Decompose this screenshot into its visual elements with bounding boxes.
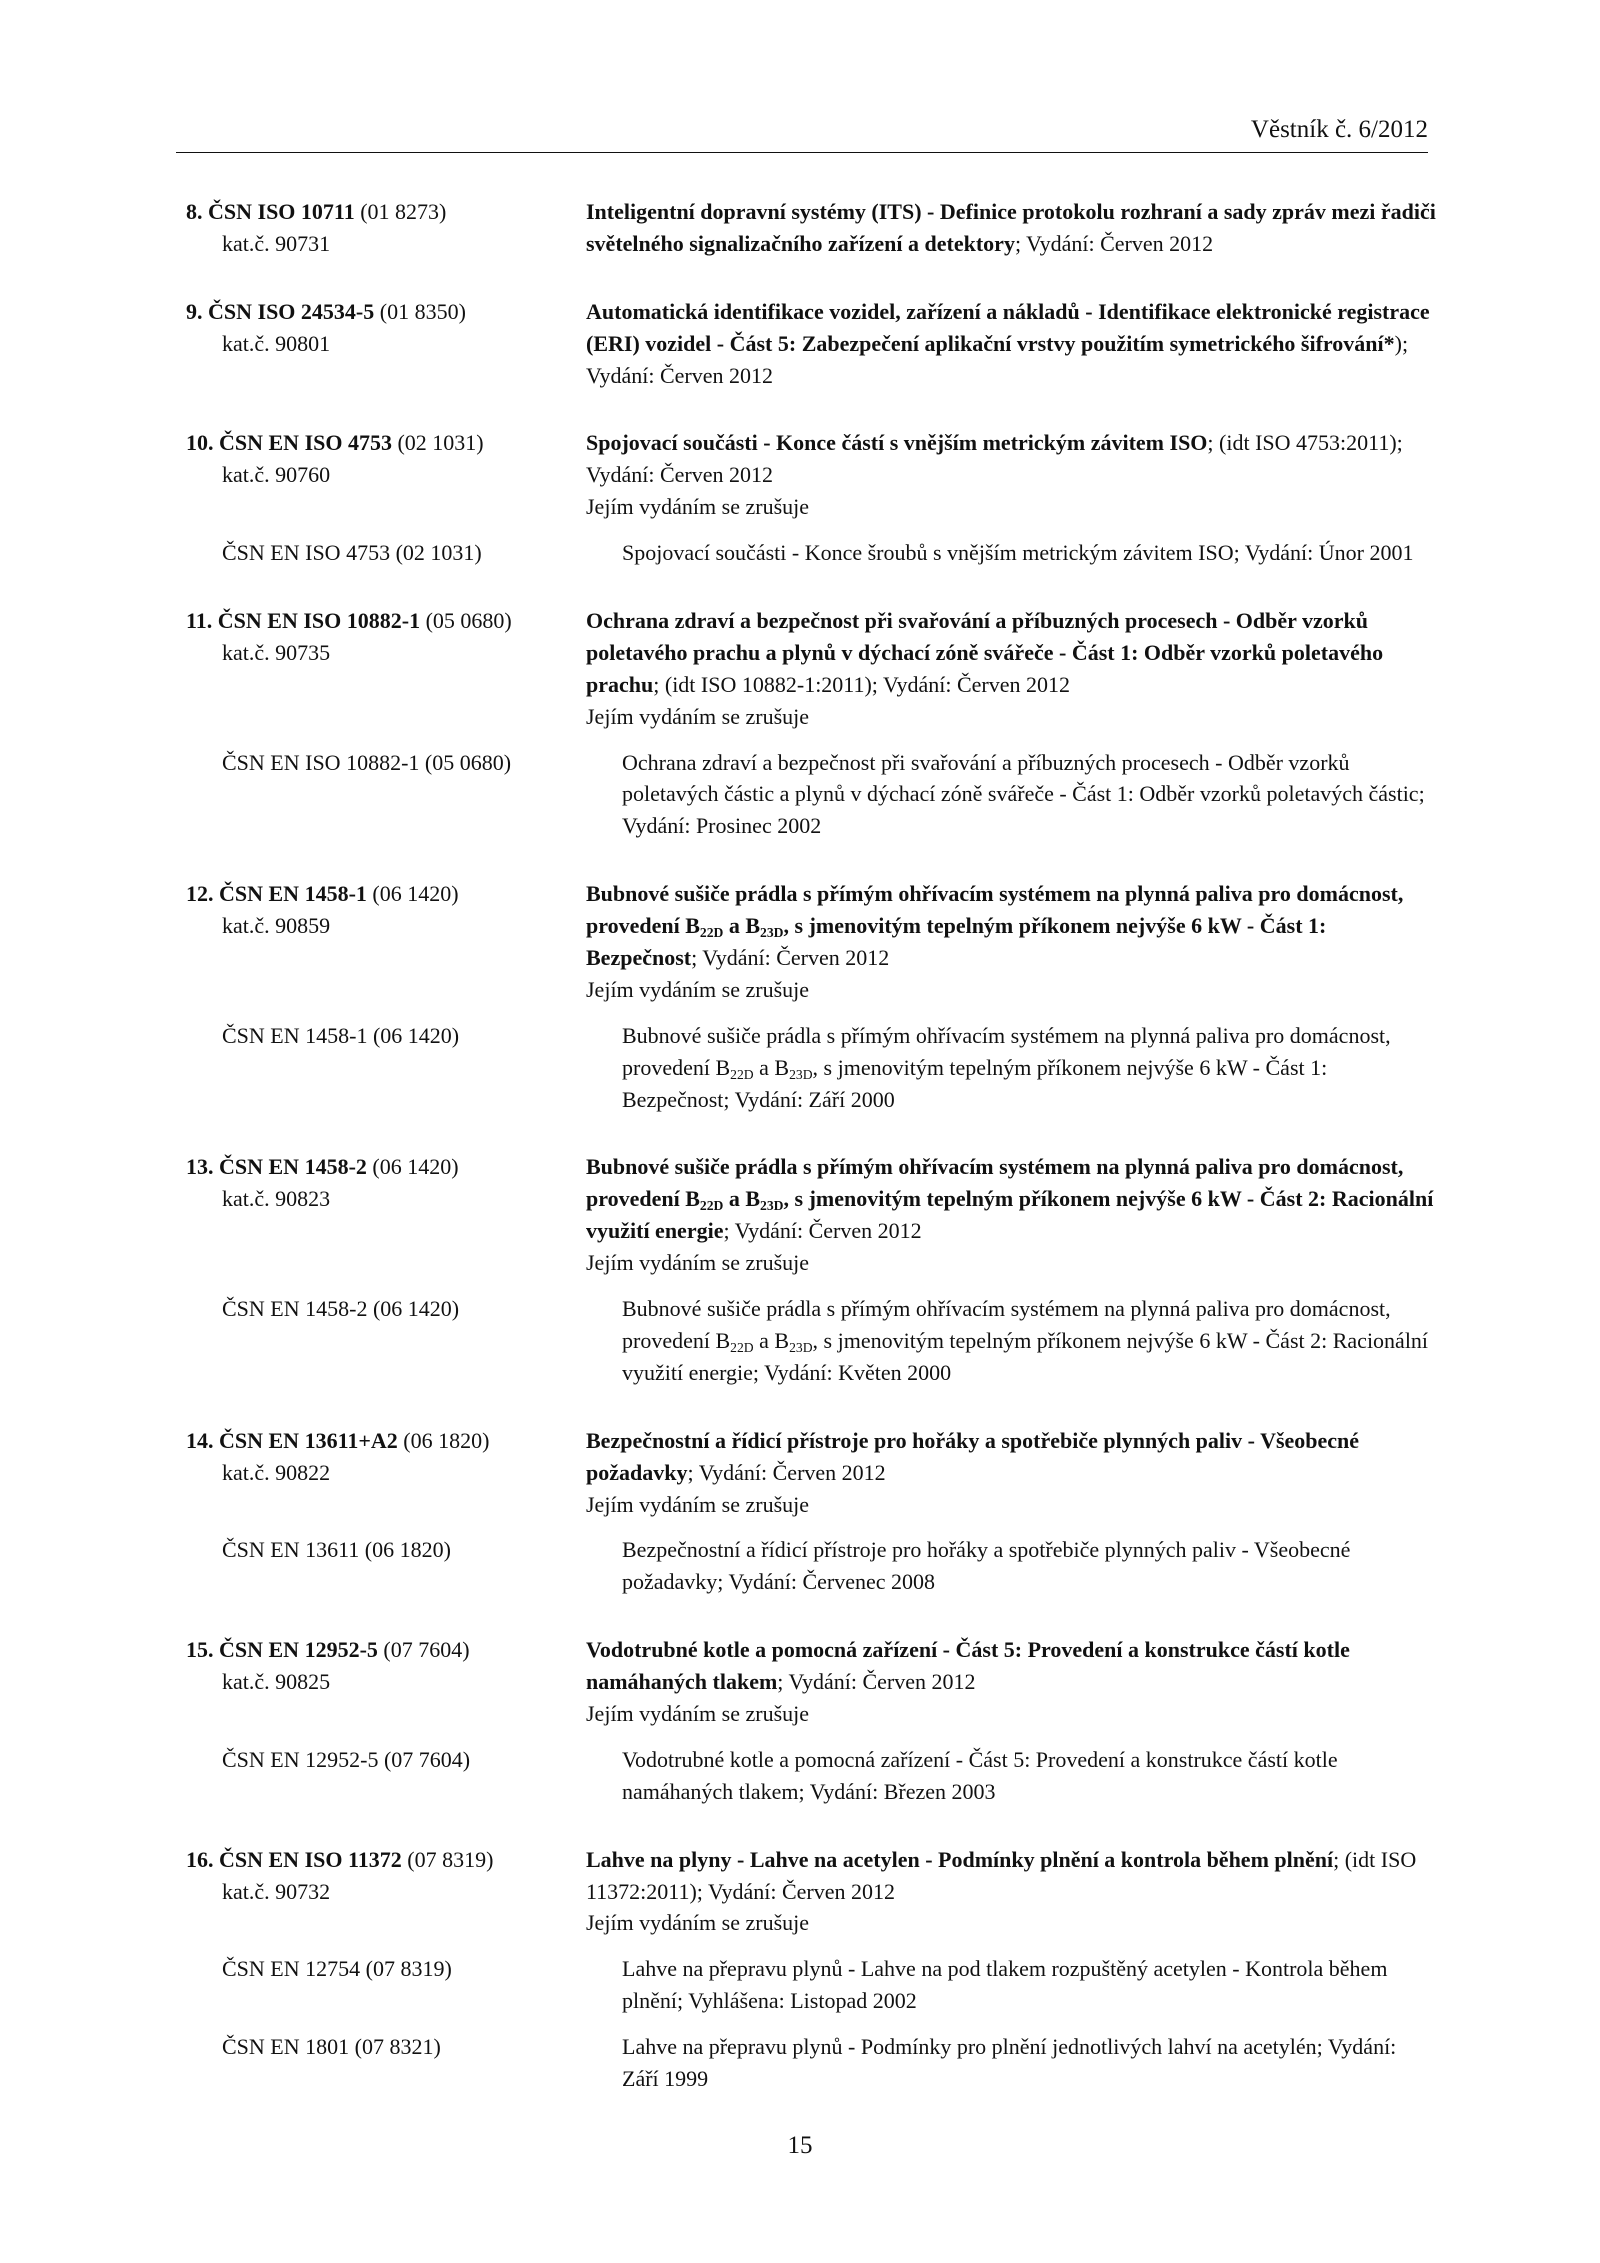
replaced-code: ČSN EN 1458-1 (06 1420): [222, 1022, 460, 1048]
class-number: (02 1031): [397, 430, 484, 456]
standards-list: [186, 196, 1436, 2131]
standard-code-line: [186, 1634, 586, 1666]
standard-entry: [186, 1425, 1436, 1598]
standard-code: ČSN EN ISO 10882-1: [217, 608, 421, 634]
cancellation-note: Jejím vydáním se zrušuje: [586, 703, 810, 729]
class-number: (06 1420): [372, 1154, 459, 1180]
replaced-standard: [186, 1953, 1436, 2017]
standard-entry: [186, 605, 1436, 842]
entry-number: 13.: [186, 1154, 214, 1180]
standard-description: [586, 1151, 1436, 1279]
issue-info: ; (idt ISO 10882-1:2011); Vydání: Červen 2012: [653, 671, 1070, 697]
standard-title: Spojovací součásti - Konce částí s vnějším metrickým závitem ISO: [586, 430, 1208, 456]
standard-title: Ochrana zdraví a bezpečnost při svařování a příbuzných procesech - Odběr vzorků poletavého prachu a plynů v dýchací zóně svářeče - Část 1: Odběr vzorků poletavého prachu: [586, 608, 1384, 697]
text-part: a B: [753, 1054, 790, 1080]
catalog-number: kat.č. 90825: [222, 1669, 331, 1695]
standard-entry: [186, 1634, 1436, 1807]
class-number: (06 1820): [403, 1427, 490, 1453]
standard-code: ČSN EN 1458-2: [219, 1154, 367, 1180]
standard-description: [586, 878, 1436, 1006]
standard-code: ČSN EN 1458-1: [219, 881, 367, 907]
standard-entry: [186, 427, 1436, 569]
text-part: Bubnové sušiče prádla s přímým ohřívacím systémem na plynná paliva pro domácnost, provedení B: [622, 1022, 1391, 1080]
replaced-code: ČSN EN 13611 (06 1820): [222, 1537, 451, 1563]
standard-code: ČSN ISO 10711: [208, 199, 355, 224]
replaced-code: ČSN EN ISO 4753 (02 1031): [222, 540, 482, 566]
standard-description: [586, 296, 1436, 392]
standard-entry: [186, 296, 1436, 392]
catalog-number: kat.č. 90859: [222, 913, 331, 939]
standard-description: [586, 1425, 1436, 1521]
issue-info: ; Vydání: Červen 2012: [723, 1218, 922, 1244]
standard-description: [586, 605, 1436, 733]
standard-code-line: [186, 605, 586, 637]
entry-number: 16.: [186, 1846, 214, 1872]
standard-title: Vodotrubné kotle a pomocná zařízení - Část 5: Provedení a konstrukce částí kotle namáhaných tlakem: [586, 1637, 1350, 1695]
title-part: , s jmenovitým tepelným příkonem nejvýše 6 kW - Část 1: Bezpečnost: [586, 913, 1327, 971]
title-part: Bubnové sušiče prádla s přímým ohřívacím systémem na plynná paliva pro domácnost, provedení B: [586, 881, 1404, 939]
catalog-number: kat.č. 90735: [222, 639, 331, 665]
replaced-standard: [186, 1020, 1436, 1116]
issue-info: ; Vydání: Červen 2012: [687, 1459, 886, 1485]
standard-code-line: [186, 1151, 586, 1183]
replaced-description: Lahve na přepravu plynů - Lahve na pod tlakem rozpuštěný acetylen - Kontrola během plnění; Vyhlášena: Listopad 2002: [622, 1956, 1388, 2014]
catalog-number: kat.č. 90732: [222, 1878, 331, 1904]
issue-info: ; Vydání: Červen 2012: [1014, 230, 1214, 256]
text-part: , s jmenovitým tepelným příkonem nejvýše 6 kW - Část 1: Bezpečnost; Vydání: Září 2000: [622, 1054, 1328, 1112]
subscript: 23D: [760, 1198, 784, 1214]
standard-description: [586, 1634, 1436, 1730]
entry-number: 14.: [186, 1427, 214, 1453]
standard-title: Inteligentní dopravní systémy (ITS) - Definice protokolu rozhraní a sady zpráv mezi řadiči světelného signalizačního zařízení a detektory: [586, 199, 1436, 256]
replaced-description: Bezpečnostní a řídicí přístroje pro hořáky a spotřebiče plynných paliv - Všeobecné požadavky; Vydání: Červenec 2008: [622, 1537, 1351, 1595]
class-number: (05 0680): [425, 608, 512, 634]
entry-number: 10.: [186, 430, 214, 456]
title-part: a B: [723, 913, 761, 939]
class-number: (01 8273): [360, 199, 447, 224]
standard-title: Bezpečnostní a řídicí přístroje pro hořáky a spotřebiče plynných paliv - Všeobecné požadavky: [586, 1427, 1360, 1485]
replaced-description: Spojovací součásti - Konce šroubů s vnějším metrickým závitem ISO; Vydání: Únor 2001: [622, 540, 1414, 566]
text-part: Bubnové sušiče prádla s přímým ohřívacím systémem na plynná paliva pro domácnost, provedení B: [622, 1296, 1391, 1353]
standard-description: [586, 196, 1436, 260]
cancellation-note: Jejím vydáním se zrušuje: [586, 976, 810, 1002]
class-number: (07 7604): [383, 1637, 470, 1663]
entry-number: 15.: [186, 1637, 214, 1663]
replaced-description: Vodotrubné kotle a pomocná zařízení - Část 5: Provedení a konstrukce částí kotle namáhaných tlakem; Vydání: Březen 2003: [622, 1746, 1338, 1804]
standard-code: ČSN EN ISO 11372: [219, 1846, 402, 1872]
standard-code: ČSN EN 12952-5: [219, 1637, 378, 1663]
standard-entry: [186, 1844, 1436, 2095]
catalog-number: kat.č. 90731: [222, 230, 331, 256]
standard-code-line: [186, 427, 586, 459]
cancellation-note: Jejím vydáním se zrušuje: [586, 1700, 810, 1726]
standard-description: [586, 427, 1436, 523]
entry-number: 8.: [186, 199, 203, 224]
subscript: 23D: [760, 925, 784, 941]
replaced-code: ČSN EN ISO 10882-1 (05 0680): [222, 749, 512, 775]
standard-title: [586, 1154, 1433, 1243]
class-number: (07 8319): [407, 1846, 494, 1872]
catalog-number: kat.č. 90822: [222, 1459, 331, 1485]
catalog-number: kat.č. 90801: [222, 330, 331, 356]
subscript: 23D: [789, 1340, 813, 1356]
issue-info: ; Vydání: Červen 2012: [777, 1669, 976, 1695]
title-part: Bubnové sušiče prádla s přímým ohřívacím systémem na plynná paliva pro domácnost, provedení B: [586, 1154, 1404, 1212]
standard-code-line: [186, 1425, 586, 1457]
standard-code: ČSN EN ISO 4753: [219, 430, 392, 456]
issue-info: ; (idt ISO 11372:2011); Vydání: Červen 2012: [586, 1846, 1417, 1904]
replaced-description: [622, 1293, 1436, 1389]
replaced-description: Ochrana zdraví a bezpečnost při svařování a příbuzných procesech - Odběr vzorků poletavých částic a plynů v dýchací zóně svářeče - Část 1: Odběr vzorků poletavých částic; Vydání: Prosinec 2002: [622, 749, 1425, 839]
cancellation-note: Jejím vydáním se zrušuje: [586, 1910, 810, 1936]
standard-code: ČSN ISO 24534-5: [208, 298, 375, 324]
page-header: Věstník č. 6/2012: [176, 112, 1428, 153]
class-number: (06 1420): [372, 881, 459, 907]
standard-code-line: [186, 1844, 586, 1876]
entry-number: 11.: [186, 608, 213, 634]
replaced-standard: [186, 1744, 1436, 1808]
cancellation-note: Jejím vydáním se zrušuje: [586, 1250, 810, 1276]
text-part: , s jmenovitým tepelným příkonem nejvýše 6 kW - Část 2: Racionální využití energie; Vydání: Květen 2000: [622, 1327, 1429, 1385]
replaced-standard: [186, 1293, 1436, 1389]
title-part: , s jmenovitým tepelným příkonem nejvýše 6 kW - Část 2: Racionální využití energie: [586, 1186, 1434, 1244]
issue-info: ); Vydání: Červen 2012: [586, 330, 1409, 388]
standard-code-line: [186, 196, 586, 228]
issue-info: ; Vydání: Červen 2012: [691, 945, 890, 971]
standard-code: ČSN EN 13611+A2: [219, 1427, 398, 1453]
replaced-code: ČSN EN 1801 (07 8321): [222, 2034, 441, 2060]
entry-number: 9.: [186, 298, 203, 324]
replaced-description: Lahve na přepravu plynů - Podmínky pro plnění jednotlivých lahví na acetylén; Vydání: Září 1999: [622, 2034, 1397, 2091]
subscript: 23D: [789, 1066, 813, 1082]
standard-code-line: [186, 878, 586, 910]
subscript: 22D: [699, 1198, 724, 1214]
standard-title: Lahve na plyny - Lahve na acetylen - Podmínky plnění a kontrola během plnění: [586, 1846, 1334, 1872]
standard-code-line: [186, 296, 586, 328]
issue-info: ; (idt ISO 4753:2011); Vydání: Červen 2012: [586, 430, 1403, 488]
subscript: 22D: [730, 1066, 754, 1082]
class-number: (01 8350): [379, 298, 466, 324]
replaced-code: ČSN EN 12952-5 (07 7604): [222, 1746, 471, 1772]
title-part: a B: [723, 1186, 761, 1212]
standard-entry: [186, 878, 1436, 1115]
page-number: 15: [787, 2132, 813, 2159]
cancellation-note: Jejím vydáním se zrušuje: [586, 1491, 810, 1517]
cancellation-note: Jejím vydáním se zrušuje: [586, 494, 810, 520]
subscript: 22D: [699, 925, 724, 941]
replaced-code: ČSN EN 1458-2 (06 1420): [222, 1296, 460, 1322]
replaced-standard: [186, 747, 1436, 843]
replaced-description: [622, 1020, 1436, 1116]
standard-description: [586, 1844, 1436, 1940]
text-part: a B: [753, 1327, 790, 1353]
catalog-number: kat.č. 90823: [222, 1186, 331, 1212]
standard-entry: [186, 196, 1436, 260]
replaced-standard: [186, 1534, 1436, 1598]
catalog-number: kat.č. 90760: [222, 462, 331, 488]
standard-title: Automatická identifikace vozidel, zařízení a nákladů - Identifikace elektronické registrace (ERI) vozidel - Část 5: Zabezpečení aplikační vrstvy použitím symetrického šifrování*: [586, 298, 1430, 356]
standard-entry: [186, 1151, 1436, 1388]
entry-number: 12.: [186, 881, 214, 907]
replaced-standard: [186, 537, 1436, 569]
replaced-code: ČSN EN 12754 (07 8319): [222, 1956, 452, 1982]
subscript: 22D: [730, 1340, 754, 1356]
replaced-standard: [186, 2031, 1436, 2095]
